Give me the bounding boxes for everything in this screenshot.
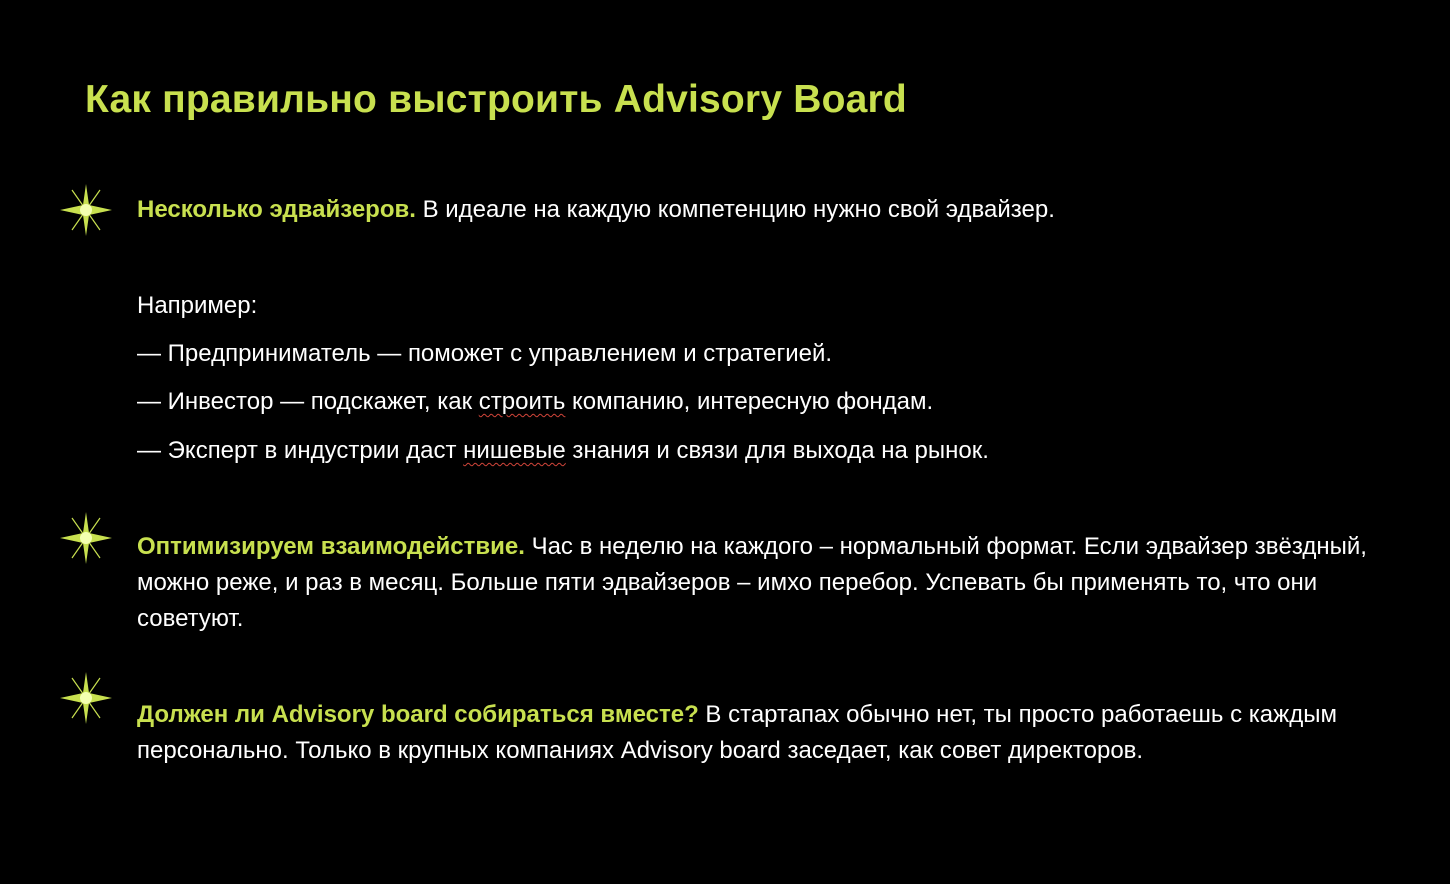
sparkle-star-icon [58, 670, 114, 726]
sparkle-star-icon [58, 510, 114, 566]
examples-heading: Например: [137, 292, 258, 319]
section-advisors [137, 192, 1397, 228]
section-interaction [137, 529, 1397, 637]
section-lead: Оптимизируем взаимодействие. [137, 533, 525, 560]
example-text: знания и связи для выхода на рынок. [565, 437, 989, 464]
section-text: В стартапах обычно нет, ты просто работаешь с каждым персонально. Только в крупных компаниях Advisory board заседает, как совет директоров. [137, 701, 1337, 764]
section-lead: Несколько эдвайзеров. [137, 196, 416, 223]
section-text: Час в неделю на каждого – нормальный формат. Если эдвайзер звёздный, можно реже, и раз в месяц. Больше пяти эдвайзеров – имхо перебор. Успевать бы применять то, что они советуют. [137, 533, 1367, 632]
example-item [137, 384, 933, 420]
section-board-meeting [137, 697, 1397, 769]
page-title: Как правильно выстроить Advisory Board [85, 78, 907, 121]
spellcheck-word: нишевые [463, 437, 566, 464]
example-text: — Инвестор — подскажет, как [137, 388, 479, 415]
example-text: компанию, интересную фондам. [565, 388, 934, 415]
example-text: — Эксперт в индустрии даст [137, 437, 464, 464]
example-item: — Предприниматель — поможет с управлением и стратегией. [137, 340, 833, 367]
example-item [137, 433, 989, 469]
section-text: В идеале на каждую компетенцию нужно свой эдвайзер. [415, 196, 1055, 223]
section-lead: Должен ли Advisory board собираться вместе? [137, 701, 699, 728]
sparkle-star-icon [58, 182, 114, 238]
spellcheck-word: строить [478, 388, 566, 415]
